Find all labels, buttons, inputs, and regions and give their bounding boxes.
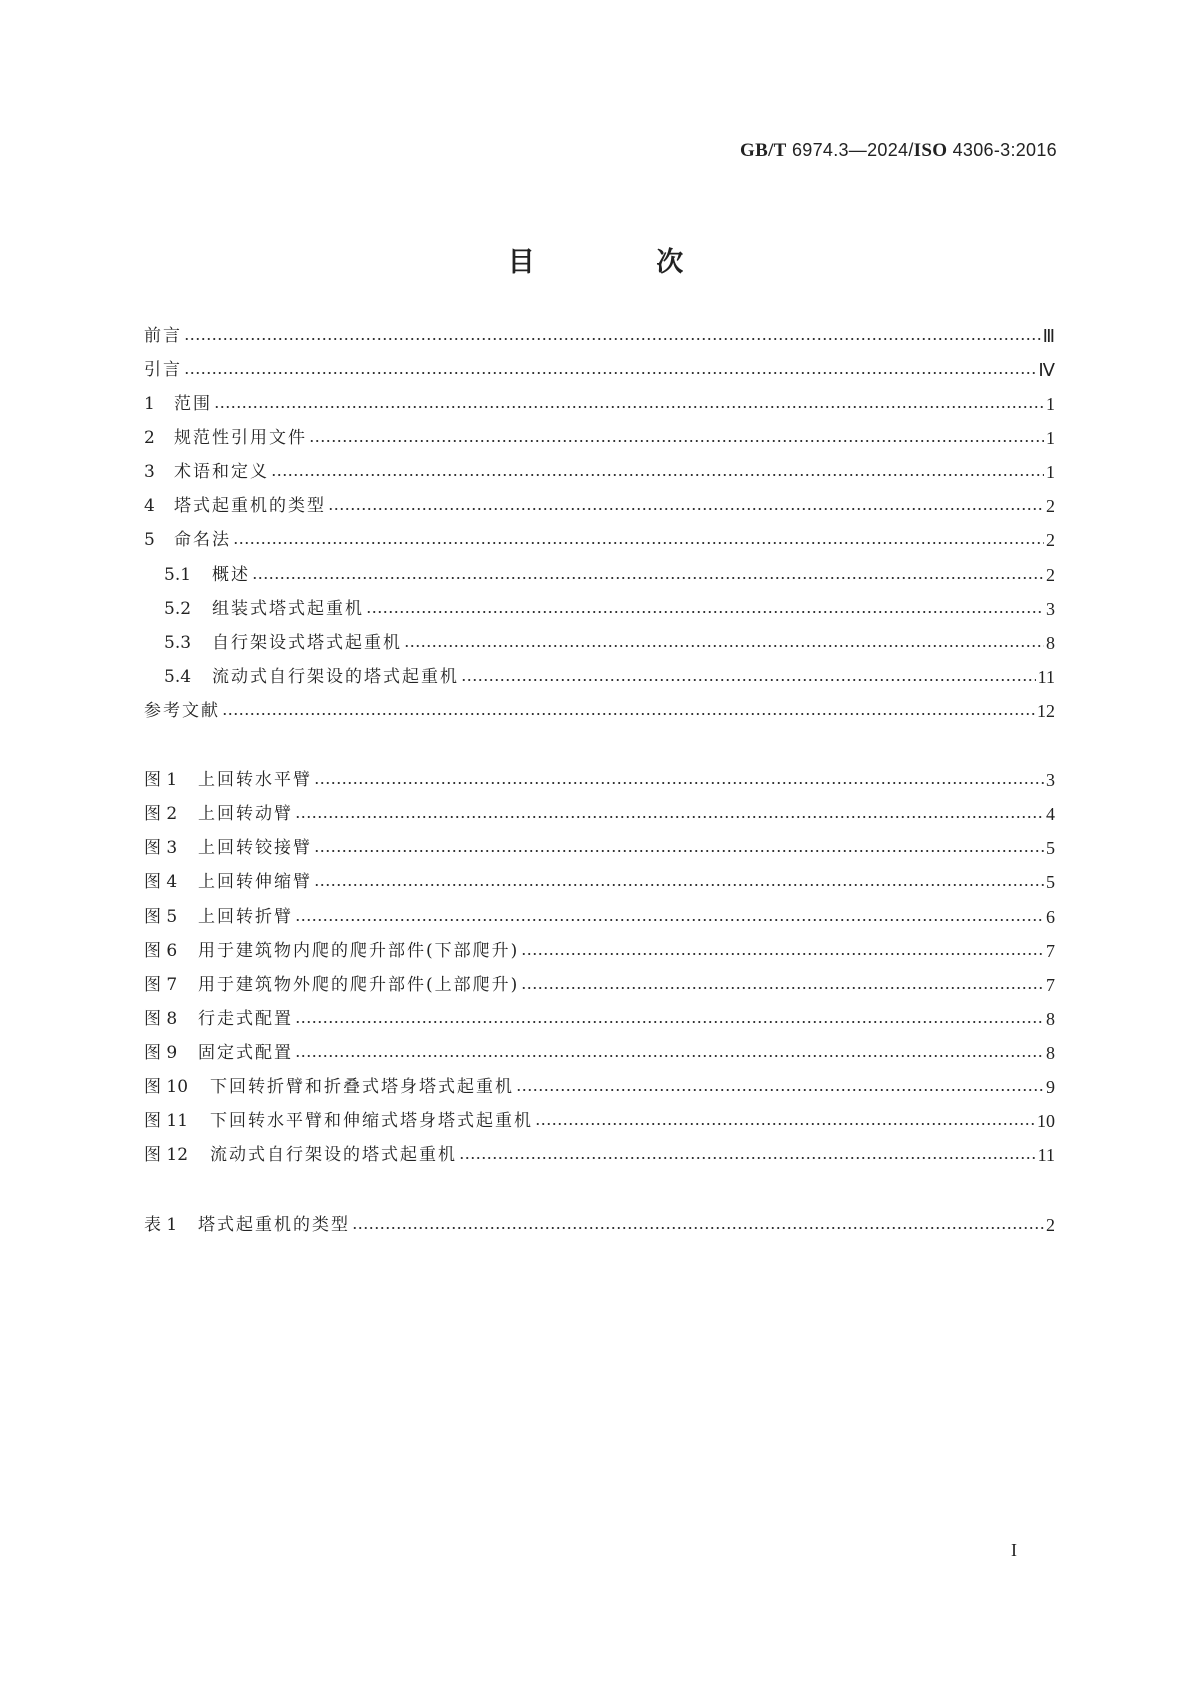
figure-entry[interactable] [144,828,1055,858]
figure-title: 上回转伸缩臂 [198,872,312,892]
toc-entry-number: 1 [144,394,155,414]
dot-leader [352,1227,1044,1229]
toc-entry-number: 5.1 [164,565,192,585]
toc-entry[interactable] [144,384,1055,414]
dot-leader [309,440,1044,442]
figure-title: 流动式自行架设的塔式起重机 [210,1145,457,1165]
figure-entry[interactable] [144,1067,1055,1097]
figure-number: 图 8 [144,1009,178,1029]
toc-entry-page: 8 [1046,633,1055,653]
figure-number: 图 7 [144,975,178,995]
figure-number: 图 3 [144,838,178,858]
dot-leader [314,850,1044,852]
toc-entry-number: 4 [144,496,155,516]
figure-title: 上回转水平臂 [198,770,312,790]
toc-entry-title: 组装式塔式起重机 [212,599,364,619]
toc-entry-title: 范围 [174,394,212,414]
figure-title: 下回转水平臂和伸缩式塔身塔式起重机 [210,1111,533,1131]
figure-page: 8 [1046,1043,1055,1063]
figure-number: 图 4 [144,872,178,892]
figure-page: 7 [1046,941,1055,961]
toc-entry-title: 规范性引用文件 [174,428,307,448]
toc-entry-number: 5 [144,530,155,550]
dot-leader [233,542,1044,544]
dot-leader [516,1089,1044,1091]
toc-entry-title: 塔式起重机的类型 [174,496,326,516]
toc-subentry[interactable] [144,555,1055,585]
toc-entry-page: 12 [1037,701,1055,721]
dot-leader [366,611,1044,613]
figure-page: 5 [1046,872,1055,892]
dot-leader [314,884,1044,886]
toc-entry-title: 命名法 [174,530,231,550]
toc-entry-title: 参考文献 [144,701,220,721]
toc-entry[interactable] [144,418,1055,448]
table-page: 2 [1046,1215,1055,1235]
figure-page: 10 [1037,1111,1055,1131]
toc-entry-page: 2 [1046,530,1055,550]
figure-entry[interactable] [144,897,1055,927]
table-entry[interactable] [144,1205,1055,1235]
figure-title: 上回转动臂 [198,804,293,824]
toc-entry-title: 术语和定义 [174,462,269,482]
figure-entry[interactable] [144,931,1055,961]
toc-entry-number: 3 [144,462,155,482]
figure-entry[interactable] [144,965,1055,995]
toc-entry[interactable] [144,520,1055,550]
document-code: GB/T 6974.3—2024/ISO 4306-3:2016 [740,140,1057,161]
dot-leader [314,782,1044,784]
toc-entry-number: 5.2 [164,599,192,619]
figure-title: 下回转折臂和折叠式塔身塔式起重机 [210,1077,514,1097]
toc-entry[interactable] [144,316,1055,346]
toc-entry-title: 自行架设式塔式起重机 [212,633,402,653]
toc-entry-number: 5.4 [164,667,192,687]
toc-entry[interactable] [144,350,1055,380]
figure-title: 行走式配置 [198,1009,293,1029]
toc-subentry[interactable] [144,589,1055,619]
toc-entry[interactable] [144,486,1055,516]
figure-entry[interactable] [144,1135,1055,1165]
figure-number: 图 9 [144,1043,178,1063]
dot-leader [404,645,1044,647]
dot-leader [295,1055,1044,1057]
toc-entry-title: 流动式自行架设的塔式起重机 [212,667,459,687]
figure-number: 图 6 [144,941,178,961]
figure-entry[interactable] [144,760,1055,790]
figure-title: 用于建筑物外爬的爬升部件(上部爬升) [198,975,520,995]
dot-leader [214,406,1044,408]
figure-number: 图 1 [144,770,178,790]
dot-leader [535,1123,1035,1125]
dot-leader [459,1157,1036,1159]
figure-entry[interactable] [144,794,1055,824]
figure-entry[interactable] [144,862,1055,892]
figure-entry[interactable] [144,1033,1055,1063]
dot-leader [328,508,1044,510]
dot-leader [184,338,1041,340]
toc-entry-page: 11 [1037,667,1055,687]
table-number: 表 1 [144,1215,178,1235]
figure-page: 3 [1046,770,1055,790]
figure-page: 6 [1046,907,1055,927]
dot-leader [521,987,1044,989]
dot-leader [521,953,1044,955]
toc-entry-page: Ⅲ [1042,326,1055,346]
dot-leader [184,372,1036,374]
dot-leader [252,577,1044,579]
toc-entry-title: 概述 [212,565,250,585]
figure-title: 上回转折臂 [198,907,293,927]
toc-entry-number: 2 [144,428,155,448]
toc-entry[interactable] [144,691,1055,721]
figure-page: 5 [1046,838,1055,858]
dot-leader [271,474,1044,476]
toc-entry-page: 1 [1046,394,1055,414]
page-title: 目 次 [507,247,740,278]
toc-entry-number: 5.3 [164,633,192,653]
figure-number: 图 11 [144,1111,189,1131]
toc-entry-page: 2 [1046,496,1055,516]
figure-page: 7 [1046,975,1055,995]
toc-subentry[interactable] [144,657,1055,687]
dot-leader [222,713,1035,715]
figure-number: 图 12 [144,1145,189,1165]
toc-entry[interactable] [144,452,1055,482]
figure-title: 固定式配置 [198,1043,293,1063]
figure-number: 图 2 [144,804,178,824]
dot-leader [461,679,1036,681]
toc-entry-page: 2 [1046,565,1055,585]
table-title: 塔式起重机的类型 [198,1215,350,1235]
dot-leader [295,1021,1044,1023]
toc-subentry[interactable] [144,623,1055,653]
dot-leader [295,816,1044,818]
figure-entry[interactable] [144,999,1055,1029]
toc-entry-title: 前言 [144,326,182,346]
figure-page: 4 [1046,804,1055,824]
toc-entry-page: Ⅳ [1038,360,1055,380]
figure-number: 图 10 [144,1077,189,1097]
figure-page: 8 [1046,1009,1055,1029]
dot-leader [295,919,1044,921]
toc-entry-page: 1 [1046,428,1055,448]
toc-entry-title: 引言 [144,360,182,380]
figure-page: 9 [1046,1077,1055,1097]
figure-entry[interactable] [144,1101,1055,1131]
figure-number: 图 5 [144,907,178,927]
figure-title: 上回转铰接臂 [198,838,312,858]
page-number: I [1011,1540,1017,1560]
figure-page: 11 [1037,1145,1055,1165]
toc-entry-page: 1 [1046,462,1055,482]
figure-title: 用于建筑物内爬的爬升部件(下部爬升) [198,941,520,961]
toc-entry-page: 3 [1046,599,1055,619]
